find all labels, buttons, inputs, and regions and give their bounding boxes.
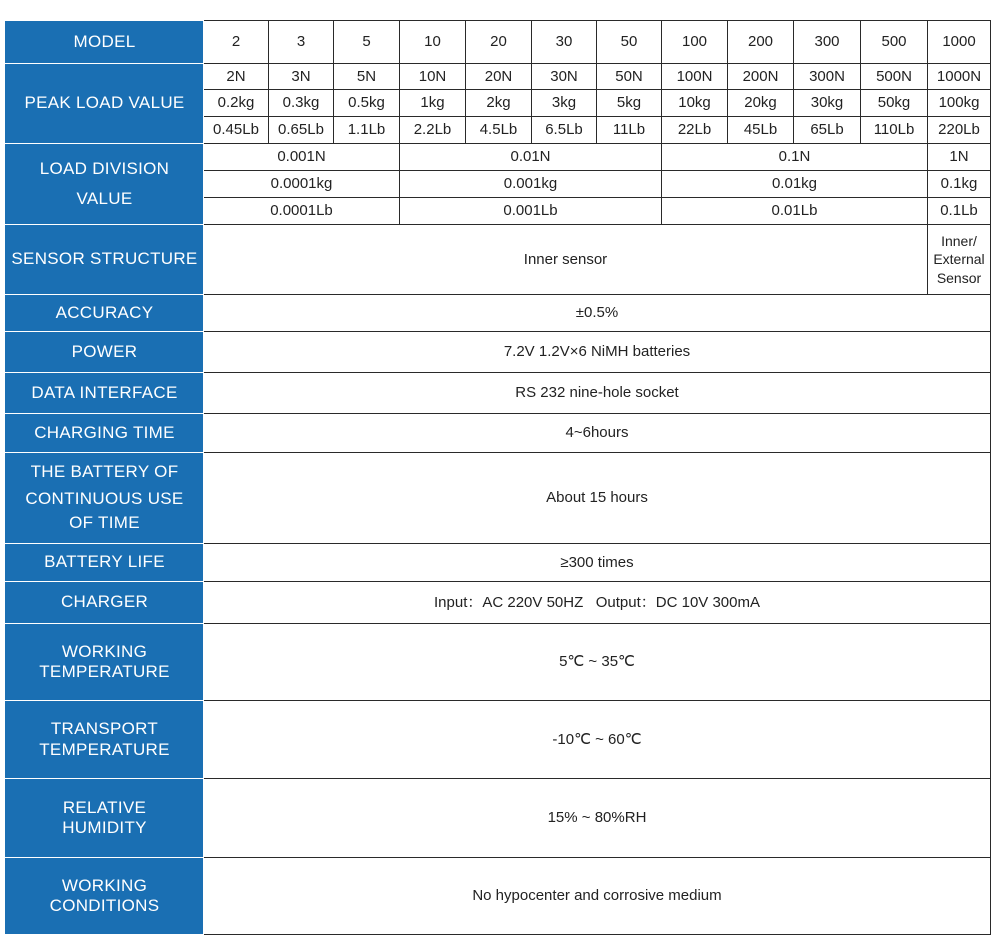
peak-load-cell: 4.5Lb xyxy=(466,117,532,144)
power-value: 7.2V 1.2V×6 NiMH batteries xyxy=(204,332,991,373)
sensor-structure-alt-line: Sensor xyxy=(936,269,982,286)
charging-time-value: 4~6hours xyxy=(204,414,991,453)
data-interface-row xyxy=(6,373,991,414)
peak-load-cell: 22Lb xyxy=(662,117,728,144)
peak-load-cell: 10kg xyxy=(662,90,728,117)
peak-load-cell: 1kg xyxy=(400,90,466,117)
data-interface-header: DATA INTERFACE xyxy=(6,373,204,414)
model-cell: 100 xyxy=(662,21,728,64)
model-cell: 50 xyxy=(597,21,662,64)
load-division-cell: 1N xyxy=(928,144,991,171)
peak-load-cell: 30N xyxy=(532,64,597,90)
peak-load-cell: 220Lb xyxy=(928,117,991,144)
transport-temperature-header-line: TRANSPORT xyxy=(50,719,159,739)
model-row xyxy=(6,21,991,64)
charger-row xyxy=(6,582,991,624)
continuous-use-header xyxy=(6,453,204,544)
continuous-use-header-line: CONTINUOUS USE xyxy=(25,488,184,508)
model-cell: 300 xyxy=(794,21,861,64)
peak-load-cell: 1.1Lb xyxy=(334,117,400,144)
peak-load-cell: 100N xyxy=(662,64,728,90)
peak-load-cell: 20kg xyxy=(728,90,794,117)
sensor-structure-header: SENSOR STRUCTURE xyxy=(6,225,204,295)
model-cell: 30 xyxy=(532,21,597,64)
peak-load-cell: 2.2Lb xyxy=(400,117,466,144)
peak-load-cell: 0.2kg xyxy=(204,90,269,117)
working-conditions-row xyxy=(6,858,991,935)
load-division-header-line: VALUE xyxy=(76,189,133,208)
sensor-structure-value: Inner sensor xyxy=(204,225,928,295)
charger-header: CHARGER xyxy=(6,582,204,624)
peak-load-newton-row xyxy=(6,64,991,90)
load-division-cell: 0.0001kg xyxy=(204,171,400,198)
peak-load-cell: 10N xyxy=(400,64,466,90)
working-conditions-header-line: CONDITIONS xyxy=(49,896,160,915)
peak-load-cell: 45Lb xyxy=(728,117,794,144)
continuous-use-value: About 15 hours xyxy=(204,453,991,544)
sensor-structure-alt-line: Inner/ xyxy=(941,233,977,250)
accuracy-value: ±0.5% xyxy=(204,295,991,332)
peak-load-cell: 0.65Lb xyxy=(269,117,334,144)
model-cell: 20 xyxy=(466,21,532,64)
transport-temperature-header xyxy=(6,701,204,779)
peak-load-cell: 300N xyxy=(794,64,861,90)
working-temperature-row xyxy=(6,624,991,701)
peak-load-cell: 0.3kg xyxy=(269,90,334,117)
peak-load-cell: 0.45Lb xyxy=(204,117,269,144)
spec-table xyxy=(5,20,991,935)
relative-humidity-value: 15% ~ 80%RH xyxy=(204,779,991,858)
battery-life-value: ≥300 times xyxy=(204,544,991,582)
continuous-use-header-line: THE BATTERY OF xyxy=(30,462,179,482)
relative-humidity-row xyxy=(6,779,991,858)
model-header: MODEL xyxy=(6,21,204,64)
charging-time-row xyxy=(6,414,991,453)
battery-life-row xyxy=(6,544,991,582)
continuous-use-row xyxy=(6,453,991,544)
transport-temperature-value: -10℃ ~ 60℃ xyxy=(204,701,991,779)
model-cell: 5 xyxy=(334,21,400,64)
relative-humidity-header-line: HUMIDITY xyxy=(62,818,147,837)
sensor-structure-alt-value xyxy=(928,225,991,295)
load-division-header-line: LOAD DIVISION xyxy=(39,158,170,178)
model-cell: 10 xyxy=(400,21,466,64)
load-division-cell: 0.001Lb xyxy=(400,198,662,225)
peak-load-cell: 200N xyxy=(728,64,794,90)
peak-load-cell: 2kg xyxy=(466,90,532,117)
peak-load-header: PEAK LOAD VALUE xyxy=(6,64,204,144)
working-conditions-header xyxy=(6,858,204,935)
load-division-header xyxy=(6,144,204,225)
peak-load-cell: 0.5kg xyxy=(334,90,400,117)
charging-time-header: CHARGING TIME xyxy=(6,414,204,453)
peak-load-cell: 50N xyxy=(597,64,662,90)
load-division-cell: 0.001N xyxy=(204,144,400,171)
peak-load-cell: 3kg xyxy=(532,90,597,117)
model-cell: 2 xyxy=(204,21,269,64)
peak-load-cell: 50kg xyxy=(861,90,928,117)
working-temperature-value: 5℃ ~ 35℃ xyxy=(204,624,991,701)
model-cell: 1000 xyxy=(928,21,991,64)
load-division-cell: 0.001kg xyxy=(400,171,662,198)
working-temperature-header-line: TEMPERATURE xyxy=(39,662,170,681)
peak-load-cell: 3N xyxy=(269,64,334,90)
load-division-cell: 0.0001Lb xyxy=(204,198,400,225)
accuracy-row xyxy=(6,295,991,332)
load-division-cell: 0.01Lb xyxy=(662,198,928,225)
accuracy-header: ACCURACY xyxy=(6,295,204,332)
working-conditions-value: No hypocenter and corrosive medium xyxy=(204,858,991,935)
transport-temperature-row xyxy=(6,701,991,779)
load-division-cell: 0.1Lb xyxy=(928,198,991,225)
relative-humidity-header xyxy=(6,779,204,858)
load-division-cell: 0.1N xyxy=(662,144,928,171)
peak-load-cell: 2N xyxy=(204,64,269,90)
battery-life-header: BATTERY LIFE xyxy=(6,544,204,582)
model-cell: 500 xyxy=(861,21,928,64)
peak-load-cell: 20N xyxy=(466,64,532,90)
sensor-structure-row xyxy=(6,225,991,295)
peak-load-cell: 5N xyxy=(334,64,400,90)
charger-value: Input：AC 220V 50HZ Output：DC 10V 300mA xyxy=(204,582,991,624)
peak-load-cell: 11Lb xyxy=(597,117,662,144)
working-conditions-header-line: WORKING xyxy=(61,875,148,895)
peak-load-cell: 65Lb xyxy=(794,117,861,144)
transport-temperature-header-line: TEMPERATURE xyxy=(39,739,170,759)
working-temperature-header xyxy=(6,624,204,701)
peak-load-cell: 6.5Lb xyxy=(532,117,597,144)
power-row xyxy=(6,332,991,373)
peak-load-cell: 110Lb xyxy=(861,117,928,144)
load-division-cell: 0.01kg xyxy=(662,171,928,198)
model-cell: 3 xyxy=(269,21,334,64)
peak-load-cell: 5kg xyxy=(597,90,662,117)
peak-load-cell: 30kg xyxy=(794,90,861,117)
sensor-structure-alt-line: External xyxy=(933,251,985,268)
power-header: POWER xyxy=(6,332,204,373)
peak-load-cell: 100kg xyxy=(928,90,991,117)
relative-humidity-header-line: RELATIVE xyxy=(62,797,147,817)
continuous-use-header-line: OF TIME xyxy=(69,513,140,533)
load-division-cell: 0.1kg xyxy=(928,171,991,198)
peak-load-cell: 1000N xyxy=(928,64,991,90)
load-division-cell: 0.01N xyxy=(400,144,662,171)
model-cell: 200 xyxy=(728,21,794,64)
data-interface-value: RS 232 nine-hole socket xyxy=(204,373,991,414)
load-division-newton-row xyxy=(6,144,991,171)
working-temperature-header-line: WORKING xyxy=(61,641,148,661)
peak-load-cell: 500N xyxy=(861,64,928,90)
